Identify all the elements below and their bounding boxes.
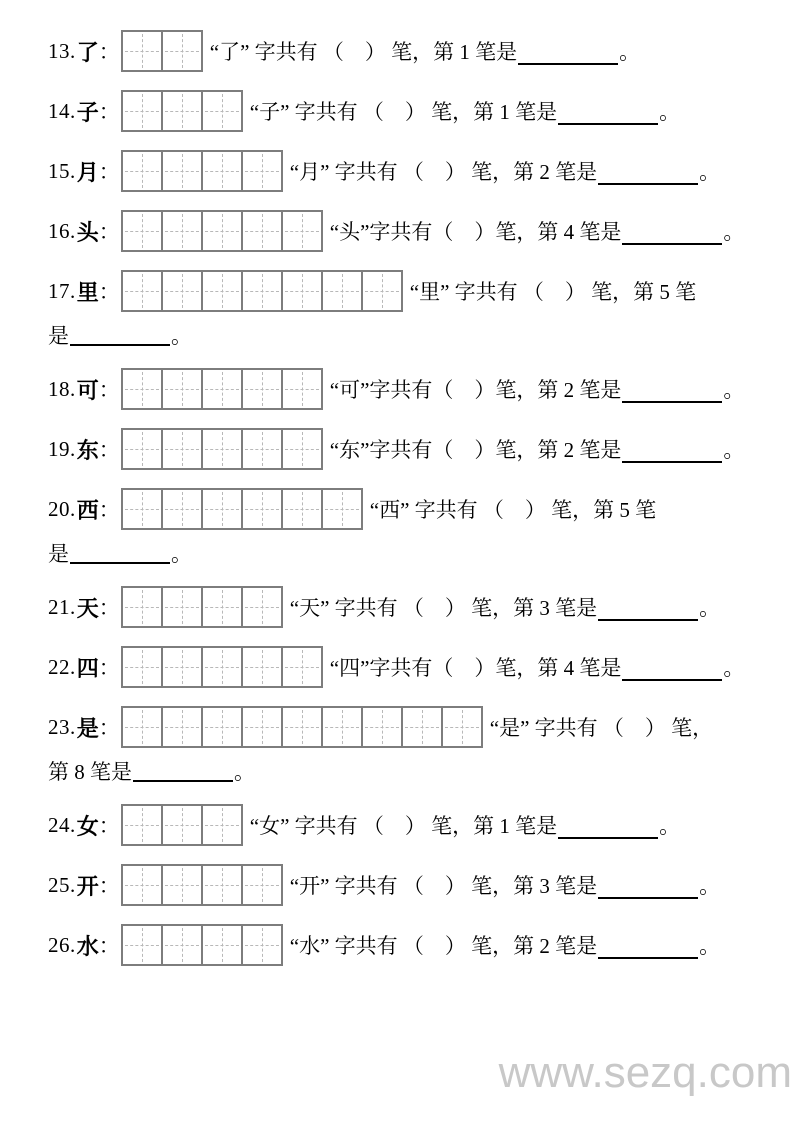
item-line-1: [48, 488, 760, 530]
answer-blank: [622, 653, 722, 681]
grid-cell: [201, 864, 243, 906]
question-text: “东”字共有（ ）笔，第 2 笔是: [329, 438, 622, 462]
grid-cell: [241, 368, 283, 410]
grid-cell: [161, 804, 203, 846]
answer-blank: [622, 217, 722, 245]
worksheet-item: [48, 924, 760, 966]
question-period: 。: [699, 874, 721, 898]
item-number: 22.: [48, 654, 76, 679]
worksheet-item: [48, 428, 760, 470]
question-text: “西” 字共有 （ ） 笔，第 5 笔: [369, 498, 657, 522]
worksheet-item: [48, 90, 760, 132]
item-character: 东: [76, 437, 99, 463]
grid-cell: [161, 90, 203, 132]
item-number: 14.: [48, 98, 76, 123]
worksheet-item: [48, 30, 760, 72]
grid-cell: [241, 864, 283, 906]
grid-cell: [121, 270, 163, 312]
grid-cell: [321, 706, 363, 748]
answer-blank: [518, 37, 618, 65]
question-period: 。: [723, 378, 745, 402]
answer-blank: [598, 157, 698, 185]
item-colon: ：: [98, 596, 120, 620]
grid-cell: [161, 924, 203, 966]
question-period: 。: [699, 596, 721, 620]
answer-blank: [598, 871, 698, 899]
item-number: 16.: [48, 218, 76, 243]
worksheet-item: [48, 488, 760, 568]
item-number: 15.: [48, 158, 76, 183]
item-line-2: [48, 320, 760, 350]
answer-blank: [558, 811, 658, 839]
grid-cell: [121, 30, 163, 72]
item-colon: ：: [98, 378, 120, 402]
item-character: 是: [76, 715, 99, 741]
grid-cell: [121, 586, 163, 628]
grid-cell: [241, 270, 283, 312]
item-character: 月: [76, 159, 99, 185]
worksheet-item: [48, 646, 760, 688]
grid-cell: [121, 924, 163, 966]
answer-blank: [598, 931, 698, 959]
grid-cell: [161, 210, 203, 252]
worksheet-item: [48, 210, 760, 252]
question-period: 。: [723, 656, 745, 680]
writing-grid: [121, 804, 243, 846]
item-colon: ：: [98, 220, 120, 244]
writing-grid: [121, 586, 283, 628]
grid-cell: [201, 488, 243, 530]
grid-cell: [121, 150, 163, 192]
question-period: 。: [699, 160, 721, 184]
question-period: 。: [659, 100, 681, 124]
grid-cell: [281, 270, 323, 312]
item-colon: ：: [98, 40, 120, 64]
item-number: 21.: [48, 594, 76, 619]
question-text: “里” 字共有 （ ） 笔，第 5 笔: [409, 280, 697, 304]
item-colon: ：: [98, 934, 120, 958]
grid-cell: [401, 706, 443, 748]
worksheet-item: [48, 150, 760, 192]
item-line-1: [48, 150, 760, 192]
grid-cell: [281, 646, 323, 688]
worksheet-item: [48, 586, 760, 628]
question-period: 。: [171, 324, 192, 348]
grid-cell: [441, 706, 483, 748]
item-character: 四: [76, 655, 99, 681]
question-text: “水” 字共有 （ ） 笔，第 2 笔是: [289, 934, 598, 958]
item-colon: ：: [98, 874, 120, 898]
answer-blank: [70, 542, 170, 564]
answer-blank: [70, 324, 170, 346]
item-number: 13.: [48, 38, 76, 63]
item-line-1: [48, 924, 760, 966]
writing-grid: [121, 646, 323, 688]
item-number: 26.: [48, 932, 76, 957]
question-text: “月” 字共有 （ ） 笔，第 2 笔是: [289, 160, 598, 184]
question-text: “可”字共有（ ）笔，第 2 笔是: [329, 378, 622, 402]
grid-cell: [161, 706, 203, 748]
item-line-1: [48, 864, 760, 906]
writing-grid: [121, 30, 203, 72]
item-colon: ：: [98, 814, 120, 838]
grid-cell: [201, 924, 243, 966]
item-character: 开: [76, 873, 99, 899]
grid-cell: [201, 586, 243, 628]
item-character: 子: [76, 99, 99, 125]
writing-grid: [121, 150, 283, 192]
item-line-1: [48, 428, 760, 470]
grid-cell: [201, 646, 243, 688]
item-line-1: [48, 586, 760, 628]
item-colon: ：: [98, 498, 120, 522]
item-colon: ：: [98, 280, 120, 304]
worksheet-item: [48, 368, 760, 410]
item-character: 了: [76, 39, 99, 65]
question-period: 。: [619, 40, 641, 64]
item-character: 水: [76, 933, 99, 959]
item-character: 头: [76, 219, 99, 245]
item-character: 天: [76, 595, 99, 621]
item-colon: ：: [98, 100, 120, 124]
grid-cell: [201, 210, 243, 252]
grid-cell: [121, 864, 163, 906]
grid-cell: [161, 150, 203, 192]
question-period: 。: [699, 934, 721, 958]
answer-blank: [598, 593, 698, 621]
item-number: 25.: [48, 872, 76, 897]
grid-cell: [361, 270, 403, 312]
grid-cell: [121, 90, 163, 132]
answer-blank: [622, 375, 722, 403]
item-line-1: [48, 90, 760, 132]
grid-cell: [121, 488, 163, 530]
answer-blank: [622, 435, 722, 463]
item-number: 17.: [48, 278, 76, 303]
item-line-1: [48, 646, 760, 688]
grid-cell: [321, 270, 363, 312]
item-colon: ：: [98, 716, 120, 740]
worksheet-item: [48, 706, 760, 786]
writing-grid: [121, 428, 323, 470]
grid-cell: [161, 30, 203, 72]
grid-cell: [121, 706, 163, 748]
grid-cell: [201, 90, 243, 132]
question-period: 。: [659, 814, 681, 838]
item-number: 18.: [48, 376, 76, 401]
worksheet-item: [48, 270, 760, 350]
item-line-1: [48, 804, 760, 846]
answer-blank: [558, 97, 658, 125]
grid-cell: [161, 864, 203, 906]
question-period: 。: [723, 220, 745, 244]
item-line-1: [48, 30, 760, 72]
grid-cell: [241, 210, 283, 252]
item-number: 24.: [48, 812, 76, 837]
grid-cell: [121, 646, 163, 688]
item-character: 女: [76, 813, 99, 839]
item-line-2: [48, 538, 760, 568]
grid-cell: [121, 428, 163, 470]
item-number: 23.: [48, 714, 76, 739]
item-line-1: [48, 368, 760, 410]
item-character: 西: [76, 497, 99, 523]
grid-cell: [281, 368, 323, 410]
item-character: 里: [76, 279, 99, 305]
question-text: “四”字共有（ ）笔，第 4 笔是: [329, 656, 622, 680]
question-text-continued: 是: [48, 542, 69, 566]
grid-cell: [201, 368, 243, 410]
writing-grid: [121, 706, 483, 748]
question-text: “子” 字共有 （ ） 笔，第 1 笔是: [249, 100, 558, 124]
question-period: 。: [723, 438, 745, 462]
grid-cell: [241, 428, 283, 470]
item-line-1: [48, 210, 760, 252]
grid-cell: [241, 924, 283, 966]
item-number: 19.: [48, 436, 76, 461]
writing-grid: [121, 210, 323, 252]
grid-cell: [281, 706, 323, 748]
writing-grid: [121, 864, 283, 906]
grid-cell: [201, 804, 243, 846]
grid-cell: [121, 210, 163, 252]
answer-blank: [133, 760, 233, 782]
writing-grid: [121, 924, 283, 966]
worksheet-item: [48, 864, 760, 906]
grid-cell: [161, 586, 203, 628]
question-period: 。: [171, 542, 192, 566]
writing-grid: [121, 270, 403, 312]
grid-cell: [201, 150, 243, 192]
grid-cell: [241, 646, 283, 688]
grid-cell: [161, 270, 203, 312]
item-line-1: [48, 270, 760, 312]
question-text: “天” 字共有 （ ） 笔，第 3 笔是: [289, 596, 598, 620]
question-text: “头”字共有（ ）笔，第 4 笔是: [329, 220, 622, 244]
question-text: “开” 字共有 （ ） 笔，第 3 笔是: [289, 874, 598, 898]
grid-cell: [121, 804, 163, 846]
writing-grid: [121, 488, 363, 530]
item-colon: ：: [98, 656, 120, 680]
question-text-continued: 是: [48, 324, 69, 348]
grid-cell: [241, 488, 283, 530]
item-colon: ：: [98, 438, 120, 462]
grid-cell: [201, 706, 243, 748]
question-text: “女” 字共有 （ ） 笔，第 1 笔是: [249, 814, 558, 838]
grid-cell: [241, 586, 283, 628]
item-line-1: [48, 706, 760, 748]
writing-grid: [121, 90, 243, 132]
question-text: “是” 字共有 （ ） 笔，: [489, 716, 714, 740]
question-text: “了” 字共有 （ ） 笔，第 1 笔是: [209, 40, 518, 64]
grid-cell: [361, 706, 403, 748]
grid-cell: [161, 368, 203, 410]
grid-cell: [161, 646, 203, 688]
item-colon: ：: [98, 160, 120, 184]
watermark: www.sezq.com: [498, 1048, 792, 1097]
grid-cell: [241, 706, 283, 748]
question-period: 。: [234, 760, 255, 784]
grid-cell: [281, 210, 323, 252]
grid-cell: [161, 428, 203, 470]
question-text-continued: 第 8 笔是: [48, 760, 132, 784]
item-number: 20.: [48, 496, 76, 521]
grid-cell: [241, 150, 283, 192]
grid-cell: [281, 428, 323, 470]
item-character: 可: [76, 377, 99, 403]
worksheet-item: [48, 804, 760, 846]
writing-grid: [121, 368, 323, 410]
grid-cell: [201, 270, 243, 312]
item-line-2: [48, 756, 760, 786]
grid-cell: [161, 488, 203, 530]
grid-cell: [121, 368, 163, 410]
grid-cell: [201, 428, 243, 470]
grid-cell: [281, 488, 323, 530]
grid-cell: [321, 488, 363, 530]
